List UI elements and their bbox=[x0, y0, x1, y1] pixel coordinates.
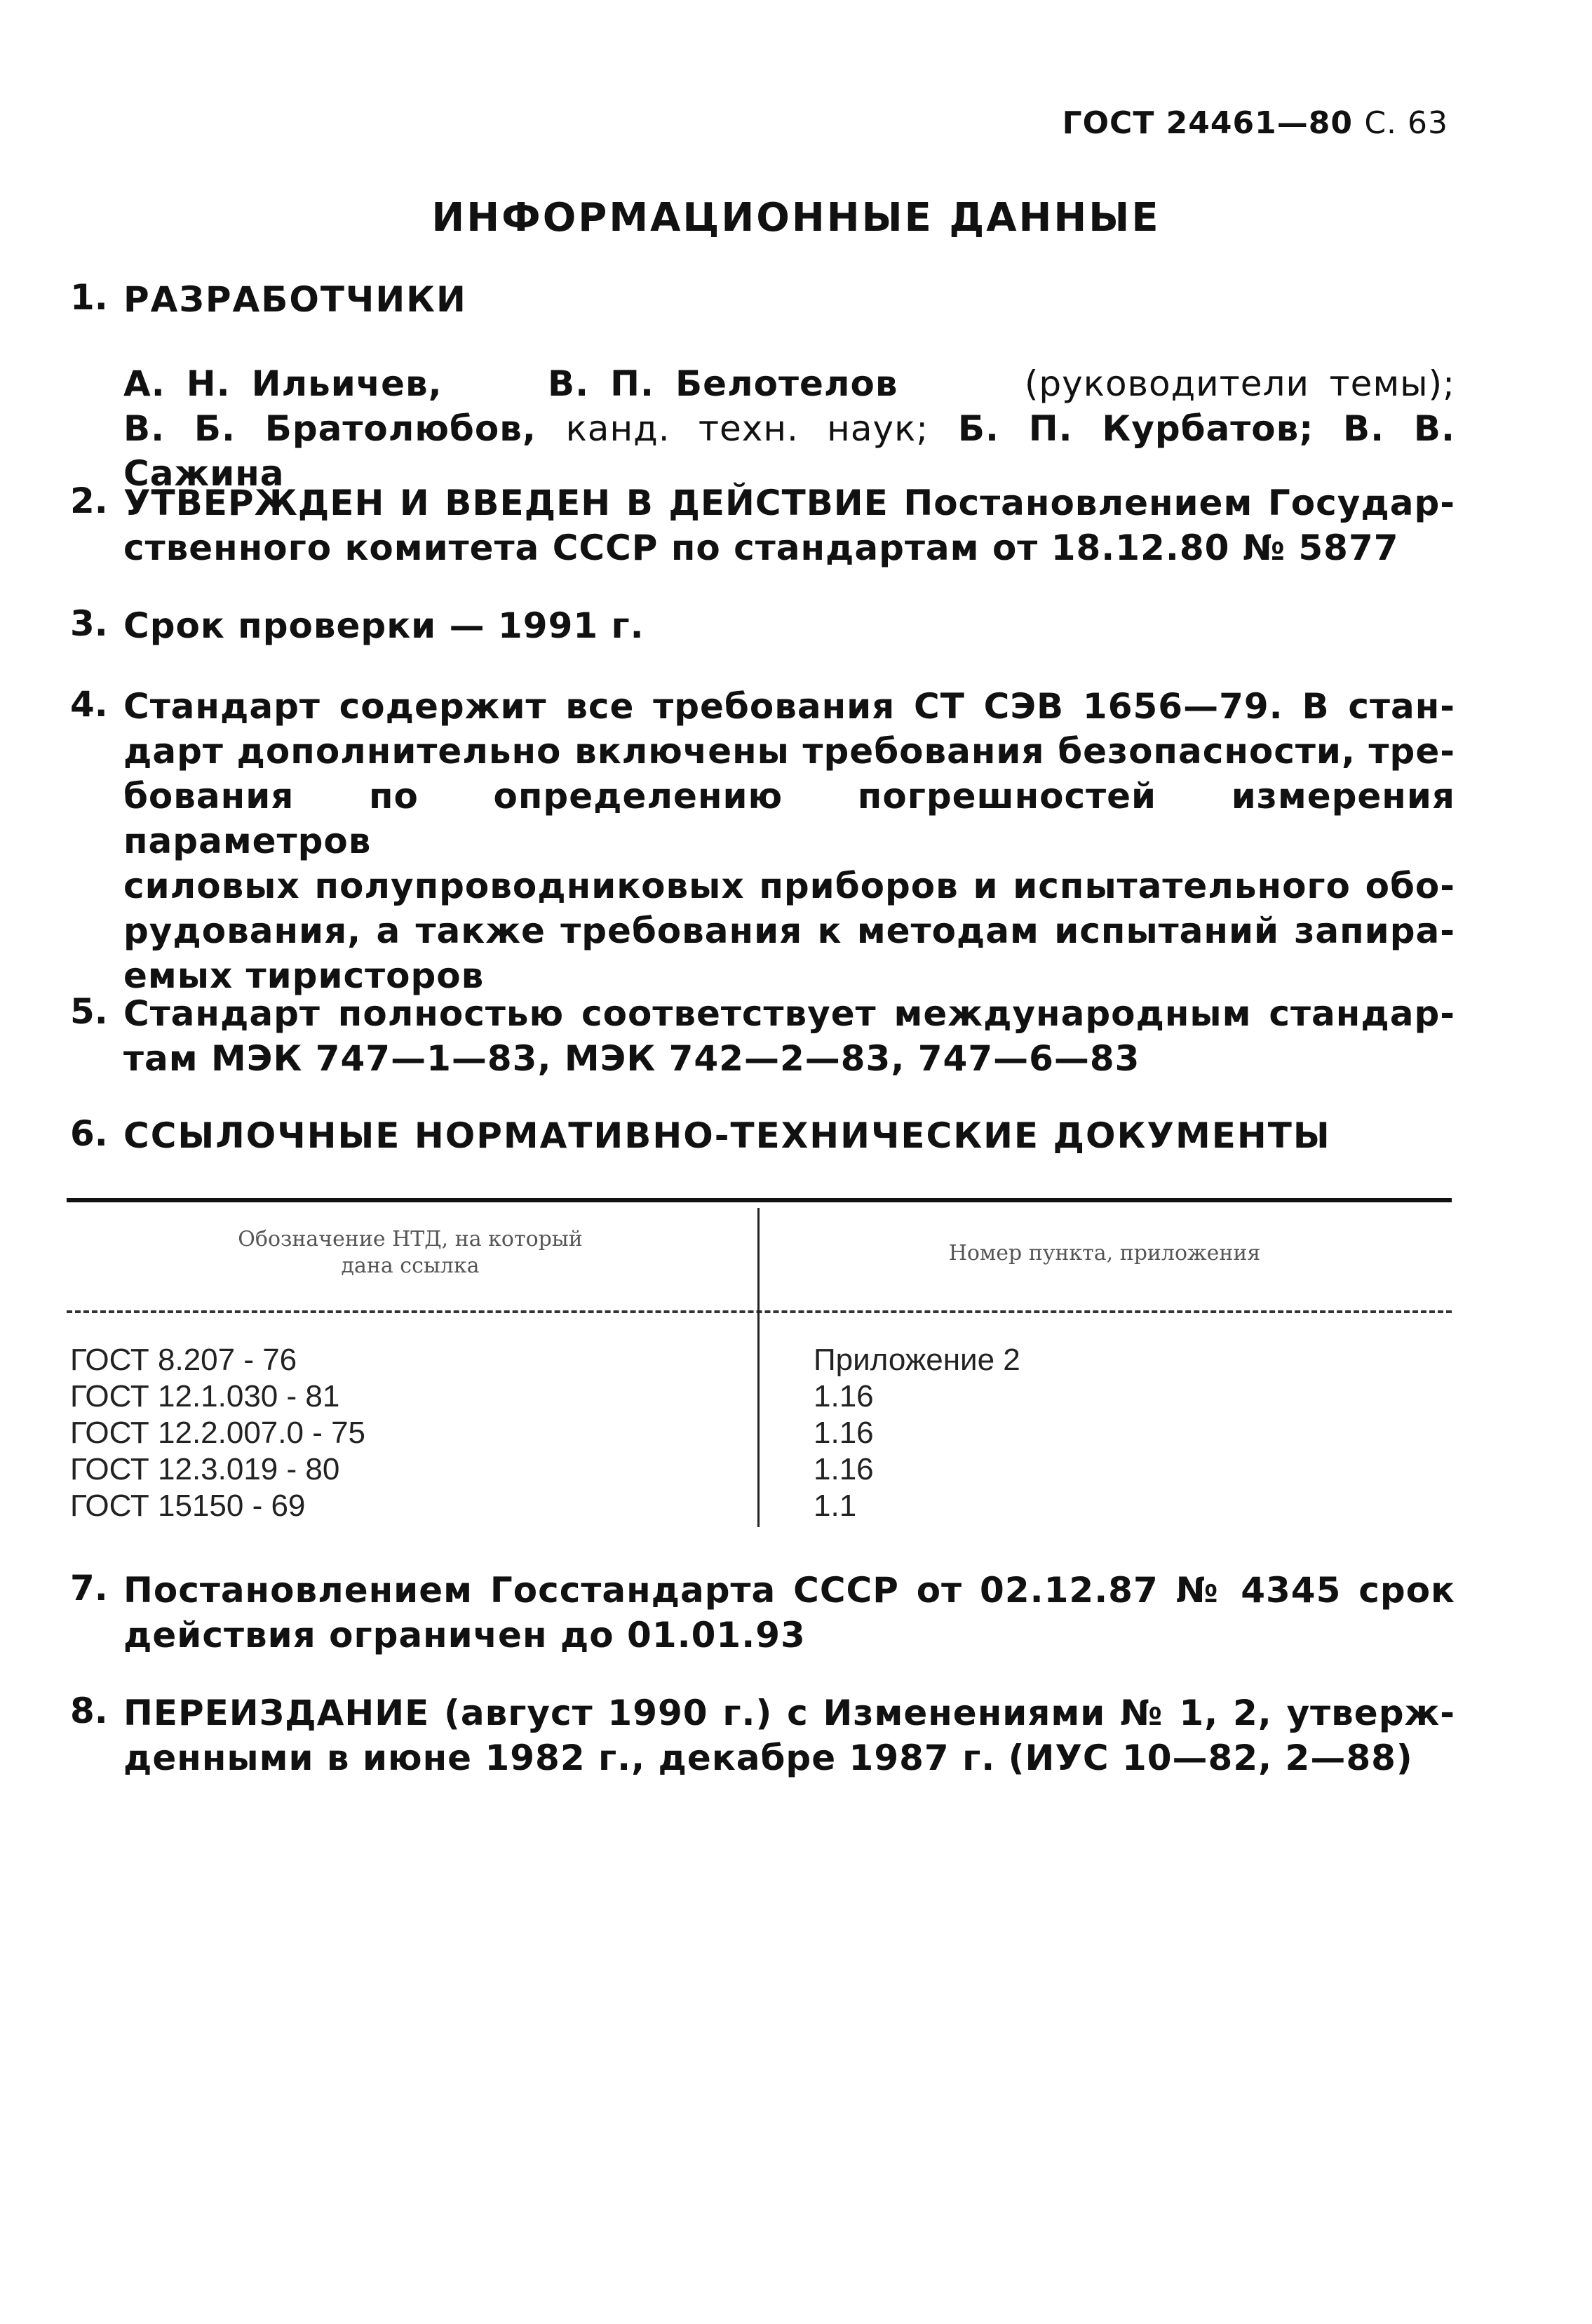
section-number: 8. bbox=[70, 1691, 108, 1731]
section-number: 5. bbox=[70, 991, 108, 1032]
section-developers bbox=[70, 277, 1455, 322]
section-reissue: 8. ПЕРЕИЗДАНИЕ (август 1990 г.) с Изменениями № 1, 2, утверж- денными в июне 1982 г., декабре 1987 г. (ИУС 10—82, 2—88) bbox=[70, 1691, 1455, 1778]
section-number: 4. bbox=[70, 684, 108, 725]
developers-line: В. Б. Братолюбов, канд. техн. наук; Б. П. Курбатов; В. В. Сажина bbox=[123, 408, 1455, 494]
page-number: С. 63 bbox=[1364, 105, 1448, 141]
section-references bbox=[70, 1113, 1455, 1158]
table-cell: ГОСТ 15150 - 69 bbox=[70, 1489, 306, 1523]
table-header-clause: Номер пункта, приложения bbox=[948, 1241, 1261, 1265]
table-column-documents bbox=[70, 1342, 365, 1524]
table-header-document: Обозначение НТД, на который дана ссылка bbox=[238, 1227, 583, 1278]
section-iec-compliance: 5. Стандарт полностью соответствует международным стандар- там МЭК 747—1—83, МЭК 742—2—83, 747—6—83 bbox=[70, 991, 1455, 1079]
developers-line: А. Н. Ильичев, В. П. Белотелов (руководители темы); bbox=[123, 363, 1455, 404]
section-number: 1. bbox=[70, 277, 108, 318]
section-cmea-compliance: 4. Стандарт содержит все требования СТ СЭВ 1656—79. В стан- дарт дополнительно включены требования безопасности, тре- бования по определению погрешностей измерения параметров силовых полупроводниковых приборов и испытательного обо- рудования, а также требования к методам испытаний запира- емых тиристоров bbox=[70, 684, 1455, 996]
table-cell: 1.16 bbox=[814, 1452, 874, 1486]
table-cell: ГОСТ 12.3.019 - 80 bbox=[70, 1452, 340, 1486]
page-header bbox=[1063, 105, 1448, 141]
section-number: 7. bbox=[70, 1568, 108, 1608]
section-heading: ССЫЛОЧНЫЕ НОРМАТИВНО-ТЕХНИЧЕСКИЕ ДОКУМЕНТЫ bbox=[123, 1115, 1331, 1156]
table-cell: Приложение 2 bbox=[814, 1343, 1020, 1377]
section-number: 2. bbox=[70, 481, 108, 521]
section-number: 3. bbox=[70, 603, 108, 644]
table-column-divider bbox=[757, 1208, 760, 1527]
table-cell: ГОСТ 12.1.030 - 81 bbox=[70, 1379, 340, 1413]
table-cell: 1.1 bbox=[814, 1489, 857, 1523]
section-validity: 7. Постановлением Госстандарта СССР от 02.12.87 № 4345 срок действия ограничен до 01.01.93 bbox=[70, 1568, 1455, 1655]
table-cell: 1.16 bbox=[814, 1379, 874, 1413]
table-cell: 1.16 bbox=[814, 1416, 874, 1450]
document-reference: ГОСТ 24461—80 bbox=[1062, 105, 1353, 141]
table-cell: ГОСТ 8.207 - 76 bbox=[70, 1343, 297, 1377]
section-number: 6. bbox=[70, 1113, 108, 1154]
references-table bbox=[67, 1198, 1452, 1535]
page-title: ИНФОРМАЦИОННЫЕ ДАННЫЕ bbox=[431, 195, 1161, 241]
table-cell: ГОСТ 12.2.007.0 - 75 bbox=[70, 1416, 366, 1450]
section-review-period: 3. Срок проверки — 1991 г. bbox=[70, 603, 645, 646]
section-heading: РАЗРАБОТЧИКИ bbox=[123, 279, 467, 320]
section-approval: 2. УТВЕРЖДЕН И ВВЕДЕН В ДЕЙСТВИЕ Постановлением Государ- ственного комитета СССР по стандартам от 18.12.80 № 5877 bbox=[70, 481, 1455, 568]
table-top-rule bbox=[67, 1198, 1452, 1202]
table-column-clauses bbox=[814, 1342, 1020, 1524]
developers-list bbox=[70, 361, 1455, 496]
